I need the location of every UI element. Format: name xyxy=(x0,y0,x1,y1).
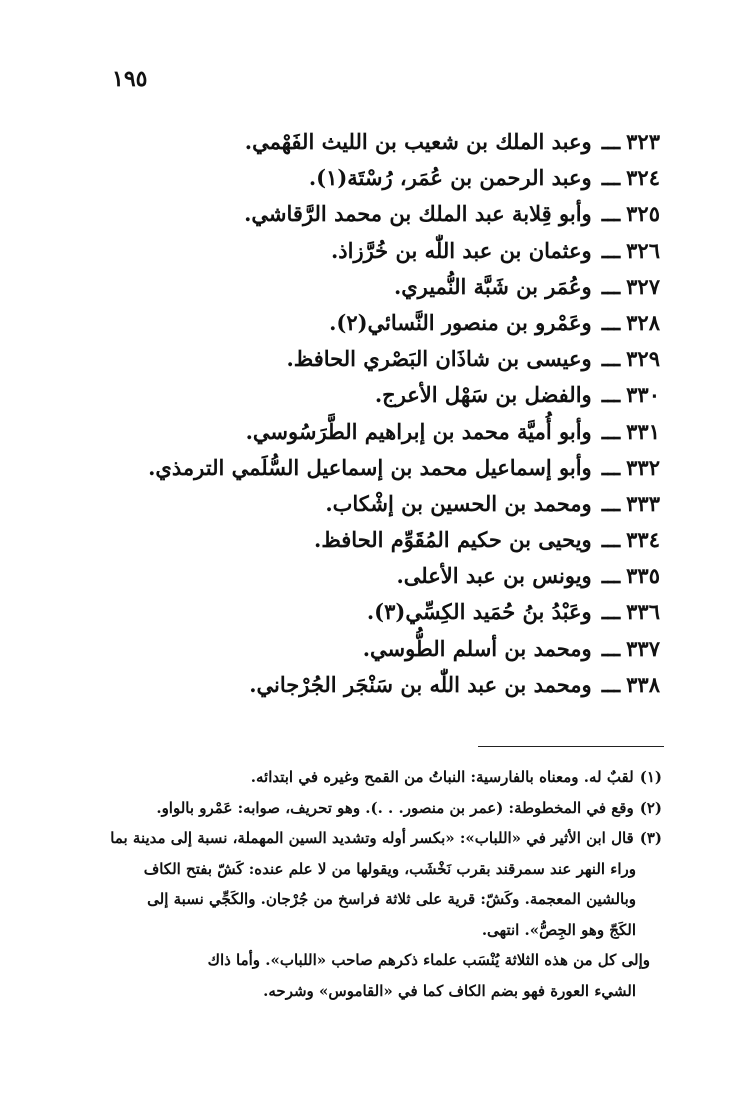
list-item xyxy=(100,667,660,703)
entry-number: ٣٣٤ xyxy=(626,527,660,553)
entry-text: وعثمان بن عبد اللّٰه بن خُرَّزاذ. xyxy=(330,237,592,263)
entry-text: ويحيى بن حكيم المُقَوِّم الحافظ. xyxy=(314,527,592,553)
footnote-line xyxy=(62,762,662,793)
entry-text: ومحمد بن أسلم الطُّوسي. xyxy=(362,635,592,661)
list-item xyxy=(100,414,660,450)
footnote-line xyxy=(62,945,662,976)
footnote-text: الكَجّ وهو الجِصُّ». انتهى. xyxy=(481,920,636,939)
entry-dash: ـــ xyxy=(601,563,621,589)
entry-number: ٣٢٥ xyxy=(626,201,660,227)
entry-number: ٣٣٦ xyxy=(626,599,660,625)
list-item xyxy=(100,160,660,196)
entry-text: ويونس بن عبد الأعلى. xyxy=(396,563,592,589)
entry-text: وأبو إسماعيل محمد بن إسماعيل السُّلَمي الترمذي. xyxy=(148,454,592,480)
entry-text: وعُمَر بن شَبَّة النُّميري. xyxy=(393,273,592,299)
footnote-text: وبالشين المعجمة. وكَشّ: قرية على ثلاثة فراسخ من جُرْجان. والكَجِّي نسبة إلى xyxy=(147,890,636,908)
entry-dash: ـــ xyxy=(601,599,621,625)
entry-number: ٣٢٧ xyxy=(626,273,660,299)
entry-text: وعَبْدُ بنُ حُمَيد الكِسِّي(٣). xyxy=(366,599,592,625)
footnote-mark: (١) xyxy=(639,768,662,786)
entry-dash: ـــ xyxy=(601,237,621,263)
entry-number: ٣٣٢ xyxy=(626,454,660,480)
page-number: ١٩٥ xyxy=(112,66,148,92)
entry-text: وأبو أُميَّة محمد بن إبراهيم الطَّرَسُوسي. xyxy=(245,418,592,444)
entry-number: ٣٢٣ xyxy=(626,129,660,154)
entry-text: وعيسى بن شاذَان البَصْري الحافظ. xyxy=(286,346,592,372)
entry-number: ٣٣٥ xyxy=(626,563,660,589)
entry-number: ٣٢٦ xyxy=(626,237,660,263)
entry-text: وعبد الملك بن شعيب بن الليث الفَهْمي. xyxy=(244,129,592,154)
entry-text: ومحمد بن عبد اللّٰه بن سَنْجَر الجُرْجاني. xyxy=(249,671,592,697)
entry-number: ٣٢٩ xyxy=(626,346,660,372)
footnote-mark: (٢) xyxy=(639,798,662,817)
footnotes xyxy=(62,762,662,1006)
entry-text: وأبو قِلابة عبد الملك بن محمد الرَّقاشي. xyxy=(244,201,592,227)
footnote-mark: (٣) xyxy=(639,829,662,847)
list-item xyxy=(100,341,660,377)
list-item xyxy=(100,377,660,413)
footnote-line xyxy=(62,976,662,1007)
footnote-text: لقبٌ له. ومعناه بالفارسية: النباتُ من القمح وغيره في ابتدائه. xyxy=(250,768,634,786)
footnote-line xyxy=(62,823,662,854)
list-item xyxy=(100,233,660,269)
entry-number: ٣٣١ xyxy=(626,418,660,444)
list-item xyxy=(100,486,660,522)
footnote-text: قال ابن الأثير في «اللباب»: «بكسر أوله وتشديد السين المهملة، نسبة إلى مدينة بما xyxy=(110,829,634,847)
entry-dash: ـــ xyxy=(601,635,621,661)
footnote-divider xyxy=(478,746,664,747)
entry-list xyxy=(100,124,660,703)
list-item xyxy=(100,305,660,341)
list-item xyxy=(100,522,660,558)
list-item xyxy=(100,124,660,160)
list-item xyxy=(100,269,660,305)
footnote-line xyxy=(62,793,662,824)
entry-number: ٣٢٤ xyxy=(626,165,660,191)
list-item xyxy=(100,558,660,594)
entry-dash: ـــ xyxy=(601,671,621,697)
footnote-line xyxy=(62,854,662,885)
entry-text: وعَمْرو بن منصور النَّسائي(٢). xyxy=(329,309,592,335)
list-item xyxy=(100,450,660,486)
entry-number: ٣٣٠ xyxy=(626,382,660,408)
footnote-text: وراء النهر عند سمرقند بقرب نَخْشَب، ويقولها من لا علم عنده: كَشّ بفتح الكاف xyxy=(143,859,636,878)
entry-dash: ـــ xyxy=(601,454,621,480)
footnote-line xyxy=(62,915,662,946)
list-item xyxy=(100,631,660,667)
footnote-text: الشيء العورة فهو بضم الكاف كما في «القاموس» وشرحه. xyxy=(263,981,636,1000)
entry-dash: ـــ xyxy=(601,129,621,154)
list-item xyxy=(100,196,660,232)
entry-dash: ـــ xyxy=(601,201,621,227)
footnote-line xyxy=(62,884,662,915)
entry-number: ٣٣٧ xyxy=(626,635,660,661)
entry-dash: ـــ xyxy=(601,382,621,408)
entry-number: ٣٣٣ xyxy=(626,490,660,516)
entry-dash: ـــ xyxy=(601,418,621,444)
footnote-text: وقع في المخطوطة: (عمر بن منصور. . .). وهو تحريف، صوابه: عَمْرو بالواو. xyxy=(156,798,634,817)
entry-dash: ـــ xyxy=(601,273,621,299)
entry-text: والفضل بن سَهْل الأعرج. xyxy=(374,382,592,408)
entry-dash: ـــ xyxy=(601,309,621,335)
footnote-text: وإلى كل من هذه الثلاثة يُنْسَب علماء ذكرهم صاحب «اللباب». وأما ذاك xyxy=(207,951,650,969)
entry-dash: ـــ xyxy=(601,346,621,372)
entry-text: وعبد الرحمن بن عُمَر، رُسْتَة(١). xyxy=(308,165,592,191)
entry-text: ومحمد بن الحسين بن إشْكاب. xyxy=(325,490,592,516)
entry-number: ٣٢٨ xyxy=(626,309,660,335)
entry-dash: ـــ xyxy=(601,165,621,191)
entry-number: ٣٣٨ xyxy=(626,671,660,697)
entry-dash: ـــ xyxy=(601,490,621,516)
list-item xyxy=(100,594,660,630)
entry-dash: ـــ xyxy=(601,527,621,553)
